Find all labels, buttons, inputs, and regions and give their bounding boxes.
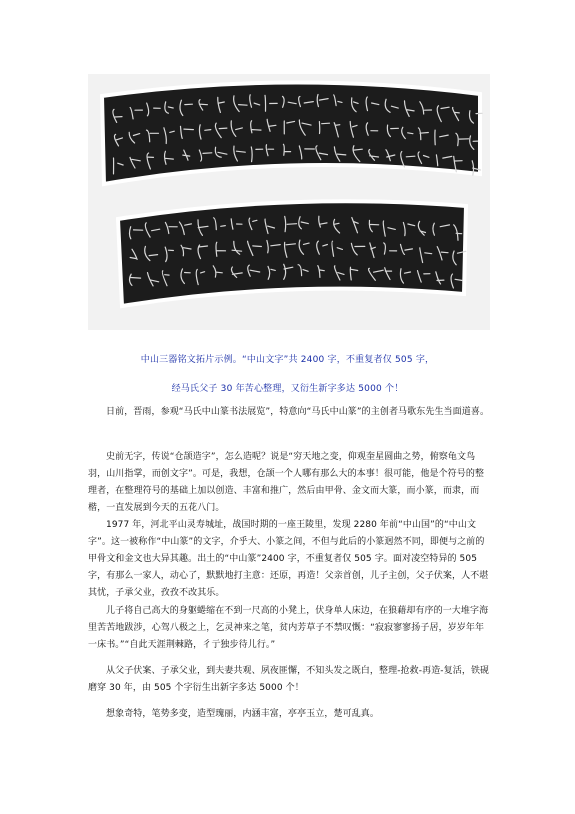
article-paragraph: 1977 年，河北平山灵寿城址，战国时期的一座王陵里，发现 2280 年前“中山国”的“中山文字”。这一被称作“中山篆”的文字，介乎大、小篆之间，不但与此后的小篆迥然不同，即便与之前的甲骨文和金文也大异其趣。出土的“中山篆”2400 字，不重复者仅 505 字。面对凌空特异的 505 字，有那么一家人，动心了，默默地打主意：还原，再造！父亲首创，儿子主创，父子伏案，人不堪其忧，子承父业，孜孜不改其乐。 <box>88 520 489 598</box>
inscription-rubbing-image <box>88 74 490 330</box>
article-paragraph: 史前无字，传说“仓颉造字”，怎么造呢？说是“穷天地之变，仰观奎星圆曲之势，俯察龟文鸟羽，山川指掌，而创文字”。可是，我想，仓颉一个人哪有那么大的本事！很可能，他是个符号的整理者，在整理符号的基础上加以创造、丰富和推广，然后由甲骨、金文而大篆，而小篆，而隶，而楷，一直发展到今天的五花八门。 <box>88 452 485 513</box>
rubbing-bottom-band <box>118 201 466 306</box>
article-paragraph: 儿子将自己高大的身躯蜷缩在不到一尺高的小凳上，伏身单人床边，在狼藉却有序的一大堆字海里苦苦地跋涉，心驾八极之上，乞灵神来之笔，贫内芳草子不禁叹慨：“寂寂寥寥扬子居，岁岁年年一床书。”“自此天涯荆棘路，彳亍独步待儿行。” <box>88 606 489 650</box>
article-paragraph: 日前，晋雨，参观“马氏中山篆书法展览”，特意向“马氏中山篆”的主创者马歌东先生当面道喜。 <box>106 407 490 417</box>
rubbing-svg <box>88 74 490 330</box>
figure-caption-line-2: 经马氏父子 30 年苦心整理，又衍生新字多达 5000 个！ <box>171 384 404 394</box>
figure-caption-line-1: 中山三器铭文拓片示例。“中山文字”共 2400 字，不重复者仅 505 字， <box>140 355 435 365</box>
article-paragraph: 从父子伏案、子承父业，到夫妻共观、夙夜匪懈，不知头发之既白，整理-抢救-再造-复活，铁砚磨穿 30 年，由 505 个字衍生出新字多达 5000 个！ <box>88 666 490 693</box>
article-paragraph: 想象奇特，笔势多变，造型瑰丽，内涵丰富，亭亭玉立，楚可乱真。 <box>106 709 380 719</box>
